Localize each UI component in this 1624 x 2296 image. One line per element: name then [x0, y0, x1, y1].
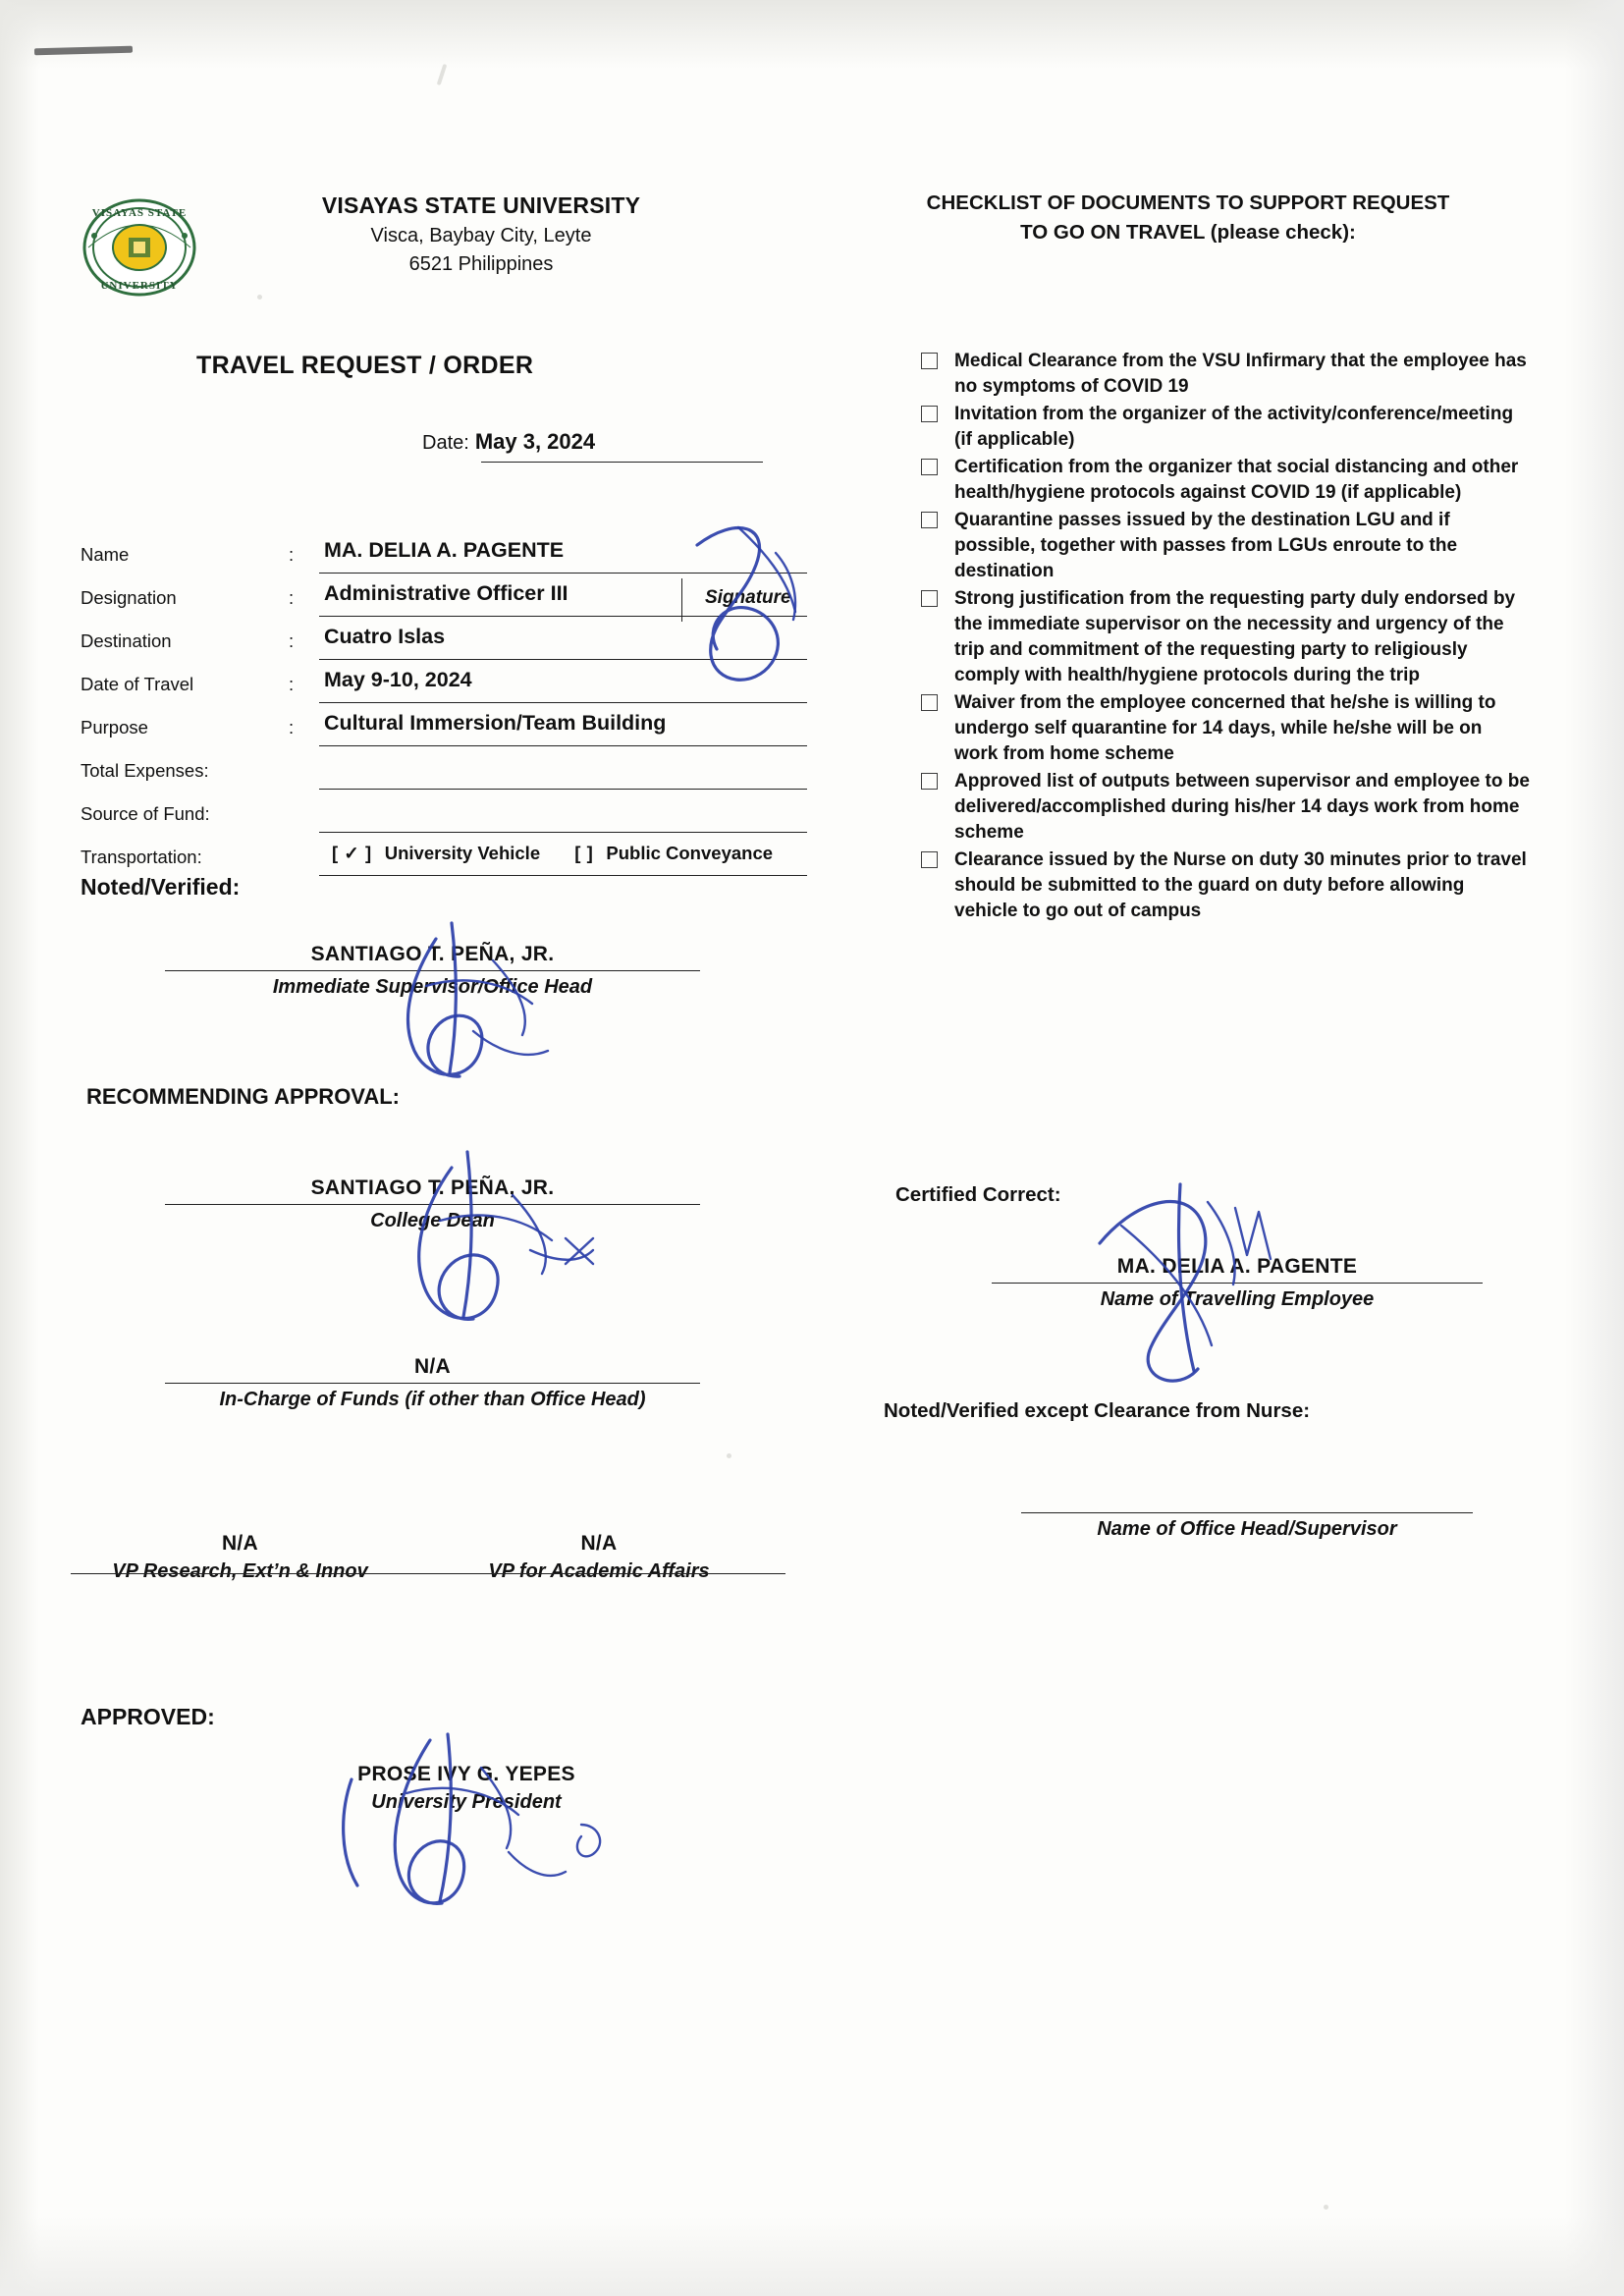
field-label: Name	[81, 544, 130, 565]
checklist-item-label: Quarantine passes issued by the destination LGU and if possible, together with passes from LGUs enroute to the destination	[954, 510, 1458, 582]
checklist-item[interactable]	[921, 508, 1530, 584]
transportation-public-checkbox[interactable]: [ ]	[574, 843, 594, 863]
checklist-heading-line1: CHECKLIST OF DOCUMENTS TO SUPPORT REQUEST	[926, 191, 1450, 214]
checklist-item[interactable]	[921, 769, 1530, 846]
checkbox-icon[interactable]	[921, 353, 938, 369]
checklist-item-label: Waiver from the employee concerned that he/she is willing to undergo self quarantine for 14 days, while he/she will be on work from home scheme	[954, 692, 1496, 765]
field-label: Destination	[81, 630, 172, 651]
checklist-item-label: Strong justification from the requesting party duly endorsed by the immediate supervisor on the necessity and urgency of the trip and commitment of the requesting party to religiously comply with health/hygiene protocols during the trip	[954, 588, 1516, 686]
field-colon: :	[289, 587, 295, 608]
field-value-destination: Cuatro Islas	[324, 625, 446, 648]
signature-role-supervisor: Immediate Supervisor/Office Head	[272, 976, 593, 998]
signature-underline	[992, 1283, 1483, 1284]
scan-edge-left	[0, 0, 39, 2296]
scan-edge-bottom	[0, 2217, 1624, 2296]
signature-name-supervisor: SANTIAGO T. PEÑA, JR.	[310, 943, 555, 965]
checkbox-icon[interactable]	[921, 459, 938, 475]
page-title: TRAVEL REQUEST / ORDER	[196, 352, 534, 379]
field-label: Source of Fund:	[81, 803, 210, 824]
scan-edge-top	[0, 0, 1624, 69]
signature-name-office-head	[1021, 1493, 1473, 1508]
signature-role-president: University President	[371, 1791, 562, 1813]
checklist-item-label: Approved list of outputs between supervisor and employee to be delivered/accomplished during his/her 14 days work from home scheme	[954, 771, 1530, 844]
signature-role-dean: College Dean	[370, 1210, 495, 1231]
field-value-purpose: Cultural Immersion/Team Building	[324, 711, 667, 735]
signature-role-employee: Name of Travelling Employee	[1100, 1288, 1375, 1310]
checklist-item-label: Invitation from the organizer of the activity/conference/meeting (if applicable)	[954, 404, 1514, 451]
signature-block-vp-academic	[412, 1532, 785, 1583]
field-underline	[319, 875, 807, 876]
field-value-name: MA. DELIA A. PAGENTE	[324, 538, 565, 562]
checklist	[921, 349, 1530, 926]
university-address-line1: Visca, Baybay City, Leyte	[370, 225, 592, 246]
transportation-options	[332, 843, 773, 864]
field-value-date-of-travel: May 9-10, 2024	[324, 668, 472, 691]
signature-block-dean	[165, 1176, 700, 1232]
checklist-heading-line2: TO GO ON TRAVEL (please check):	[1020, 220, 1356, 244]
field-row-date-of-travel	[81, 665, 807, 708]
transportation-university-label: University Vehicle	[384, 843, 541, 863]
signature-underline	[1021, 1512, 1473, 1513]
checklist-item[interactable]	[921, 586, 1530, 688]
signature-underline	[165, 1383, 700, 1384]
checklist-item[interactable]	[921, 690, 1530, 767]
field-label: Purpose	[81, 717, 148, 738]
handwritten-signature-president	[324, 1728, 638, 1925]
scan-speck	[257, 295, 262, 300]
signature-role-office-head: Name of Office Head/Supervisor	[1097, 1518, 1397, 1540]
field-row-total-expenses	[81, 751, 807, 794]
checkbox-icon[interactable]	[921, 694, 938, 711]
handwritten-signature-supervisor	[375, 913, 601, 1100]
checklist-item-label: Certification from the organizer that social distancing and other health/hygiene protocols against COVID 19 (if applicable)	[954, 457, 1519, 504]
checkbox-icon[interactable]	[921, 406, 938, 422]
checkbox-icon[interactable]	[921, 851, 938, 868]
svg-text:UNIVERSITY: UNIVERSITY	[100, 280, 179, 292]
checklist-item[interactable]	[921, 847, 1530, 924]
form-fields	[81, 535, 807, 881]
field-colon: :	[289, 544, 295, 565]
signature-underline	[165, 970, 700, 971]
checklist-item-label: Clearance issued by the Nurse on duty 30 minutes prior to travel should be submitted to the guard on duty before allowing vehicle to go out of campus	[954, 849, 1527, 922]
university-name: VISAYAS STATE UNIVERSITY	[321, 192, 641, 218]
field-underline	[319, 659, 807, 660]
signature-role-vp-research: VP Research, Ext’n & Innov	[112, 1560, 368, 1582]
signature-block-vp-research	[71, 1532, 409, 1583]
checkbox-icon[interactable]	[921, 590, 938, 607]
field-value-designation: Administrative Officer III	[324, 581, 568, 605]
signature-role-funds: In-Charge of Funds (if other than Office Head)	[219, 1389, 646, 1410]
field-row-source-of-fund	[81, 794, 807, 838]
field-row-designation	[81, 578, 807, 622]
field-row-destination	[81, 622, 807, 665]
signature-block-funds	[165, 1355, 700, 1411]
signature-box-label: Signature	[705, 587, 791, 608]
scan-edge-right	[1565, 0, 1624, 2296]
signature-block-president	[260, 1763, 673, 1814]
transportation-university-checkbox[interactable]: [ ✓ ]	[332, 843, 372, 863]
field-colon: :	[289, 717, 295, 738]
field-label: Total Expenses:	[81, 760, 209, 781]
signature-block-office-head	[1021, 1493, 1473, 1541]
certified-correct-heading: Certified Correct:	[895, 1183, 1061, 1206]
field-label: Date of Travel	[81, 674, 194, 694]
field-underline	[319, 573, 807, 574]
field-underline	[319, 745, 807, 746]
field-colon: :	[289, 630, 295, 651]
signature-underline	[165, 1204, 700, 1205]
field-underline	[319, 616, 807, 617]
checklist-item[interactable]	[921, 402, 1530, 453]
university-address-line2: 6521 Philippines	[408, 253, 554, 275]
field-colon: :	[289, 674, 295, 694]
date-underline	[481, 462, 763, 463]
date-value: May 3, 2024	[474, 429, 596, 454]
signature-name-dean: SANTIAGO T. PEÑA, JR.	[310, 1176, 555, 1199]
recommending-approval-heading: RECOMMENDING APPROVAL:	[86, 1084, 400, 1109]
checkbox-icon[interactable]	[921, 773, 938, 790]
date-label: Date:	[422, 432, 469, 454]
signature-role-vp-academic: VP for Academic Affairs	[488, 1560, 710, 1582]
checklist-heading	[864, 189, 1512, 246]
field-row-purpose	[81, 708, 807, 751]
university-seal-icon	[77, 194, 202, 301]
signature-name-vp-academic: N/A	[580, 1532, 618, 1555]
checklist-item[interactable]	[921, 455, 1530, 506]
field-row-name	[81, 535, 807, 578]
signature-name-vp-research: N/A	[221, 1532, 259, 1555]
signature-name-employee: MA. DELIA A. PAGENTE	[1116, 1255, 1358, 1278]
checklist-item[interactable]	[921, 349, 1530, 400]
svg-text:VISAYAS STATE: VISAYAS STATE	[91, 207, 188, 219]
signature-block-supervisor	[165, 943, 700, 999]
field-underline	[319, 702, 807, 703]
signature-name-president: PROSE IVY G. YEPES	[357, 1763, 575, 1785]
handwritten-signature-dean	[383, 1144, 638, 1350]
signature-block-employee	[992, 1255, 1483, 1311]
field-label: Designation	[81, 587, 177, 608]
university-header	[245, 192, 717, 276]
checklist-item-label: Medical Clearance from the VSU Infirmary that the employee has no symptoms of COVID 19	[954, 351, 1527, 398]
noted-except-nurse-heading: Noted/Verified except Clearance from Nurse:	[884, 1399, 1311, 1422]
transportation-label: Transportation:	[81, 847, 202, 867]
approved-heading: APPROVED:	[81, 1704, 215, 1729]
transportation-public-label: Public Conveyance	[606, 843, 774, 863]
signature-name-funds: N/A	[413, 1355, 452, 1378]
scan-speck	[1324, 2205, 1328, 2210]
noted-verified-heading: Noted/Verified:	[81, 874, 241, 900]
field-underline	[319, 789, 807, 790]
vp-signature-underline	[71, 1573, 785, 1574]
checkbox-icon[interactable]	[921, 512, 938, 528]
date-field	[422, 429, 776, 455]
field-underline	[319, 832, 807, 833]
scan-speck	[727, 1453, 731, 1458]
